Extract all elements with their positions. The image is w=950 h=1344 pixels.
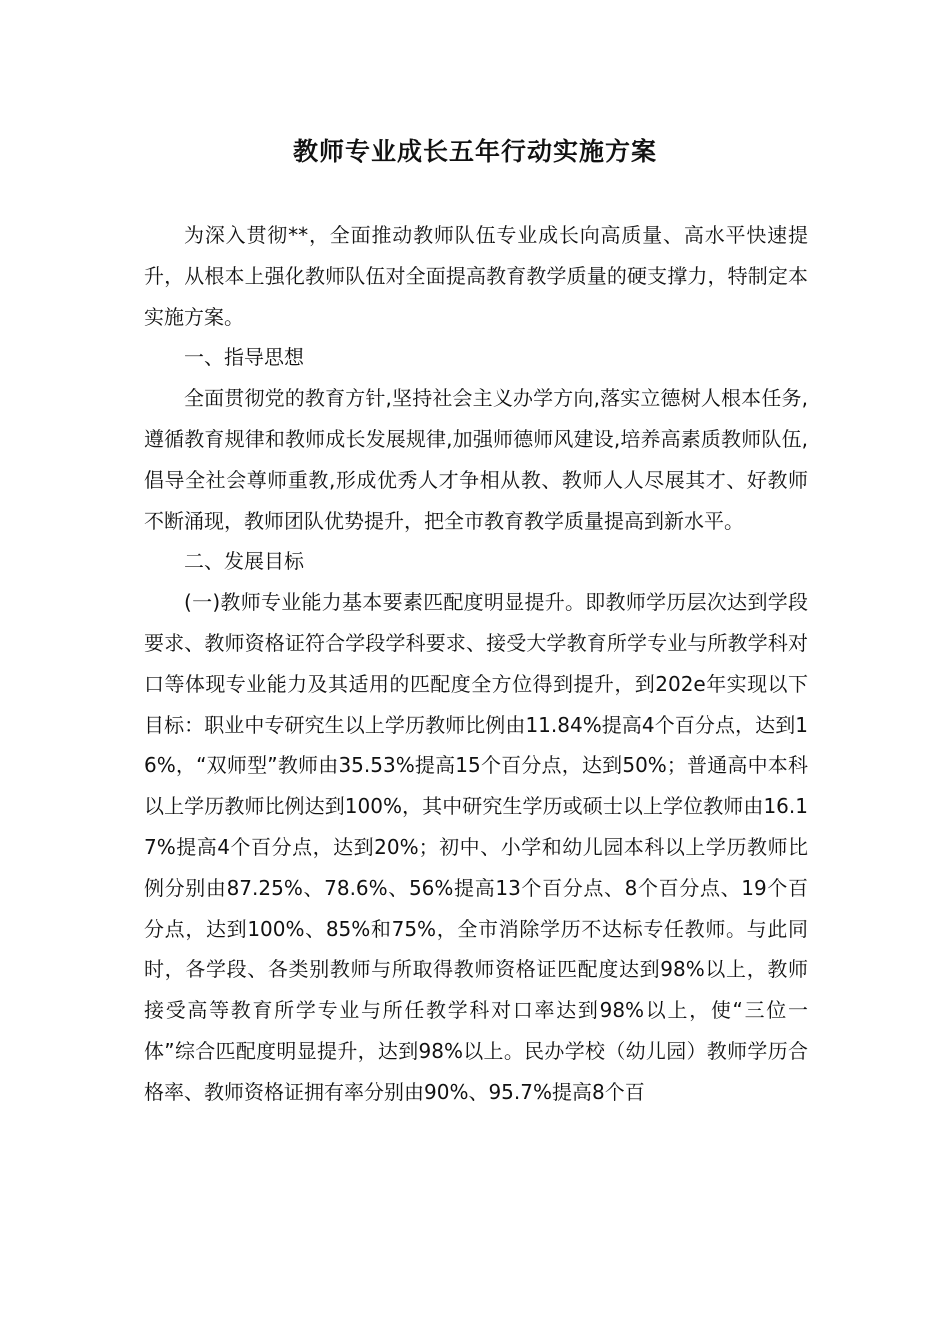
document-body: [144, 215, 808, 1113]
document-title: 教师专业成长五年行动实施方案: [292, 137, 657, 166]
section-heading-guiding-ideology: 一、指导思想: [184, 345, 304, 370]
guiding-ideology-paragraph: 全面贯彻党的教育方针,坚持社会主义办学方向,落实立德树人根本任务,遵循教育规律和教师成长发展规律,加强师德师风建设,培养高素质教师队伍,倡导全社会尊师重教,形成优秀人才争相从教、教师人人尽展其才、好教师不断涌现，教师团队优势提升，把全市教育教学质量提高到新水平。: [144, 386, 808, 533]
development-goals-paragraph: (一)教师专业能力基本要素匹配度明显提升。即教师学历层次达到学段要求、教师资格证符合学段学科要求、接受大学教育所学专业与所教学科对口等体现专业能力及其适用的匹配度全方位得到提升，到202e年实现以下目标：职业中专研究生以上学历教师比例由11.84%提高4个百分点，达到16%，“双师型”教师由35.53%提高15个百分点，达到50%；普通高中本科以上学历教师比例达到100%，其中研究生学历或硕士以上学位教师由16.17%提高4个百分点，达到20%；初中、小学和幼儿园本科以上学历教师比例分别由87.25%、78.6%、56%提高13个百分点、8个百分点、19个百分点，达到100%、85%和75%，全市消除学历不达标专任教师。与此同时，各学段、各类别教师与所取得教师资格证匹配度达到98%以上，教师接受高等教育所学专业与所任教学科对口率达到98%以上，使“三位一体”综合匹配度明显提升，达到98%以上。民办学校（幼儿园）教师学历合格率、教师资格证拥有率分别由90%、95.7%提高8个百: [144, 590, 808, 1104]
intro-paragraph: 为深入贯彻**，全面推动教师队伍专业成长向高质量、高水平快速提升，从根本上强化教师队伍对全面提高教育教学质量的硬支撑力，特制定本实施方案。: [144, 223, 808, 329]
section-heading-development-goals: 二、发展目标: [184, 549, 304, 574]
